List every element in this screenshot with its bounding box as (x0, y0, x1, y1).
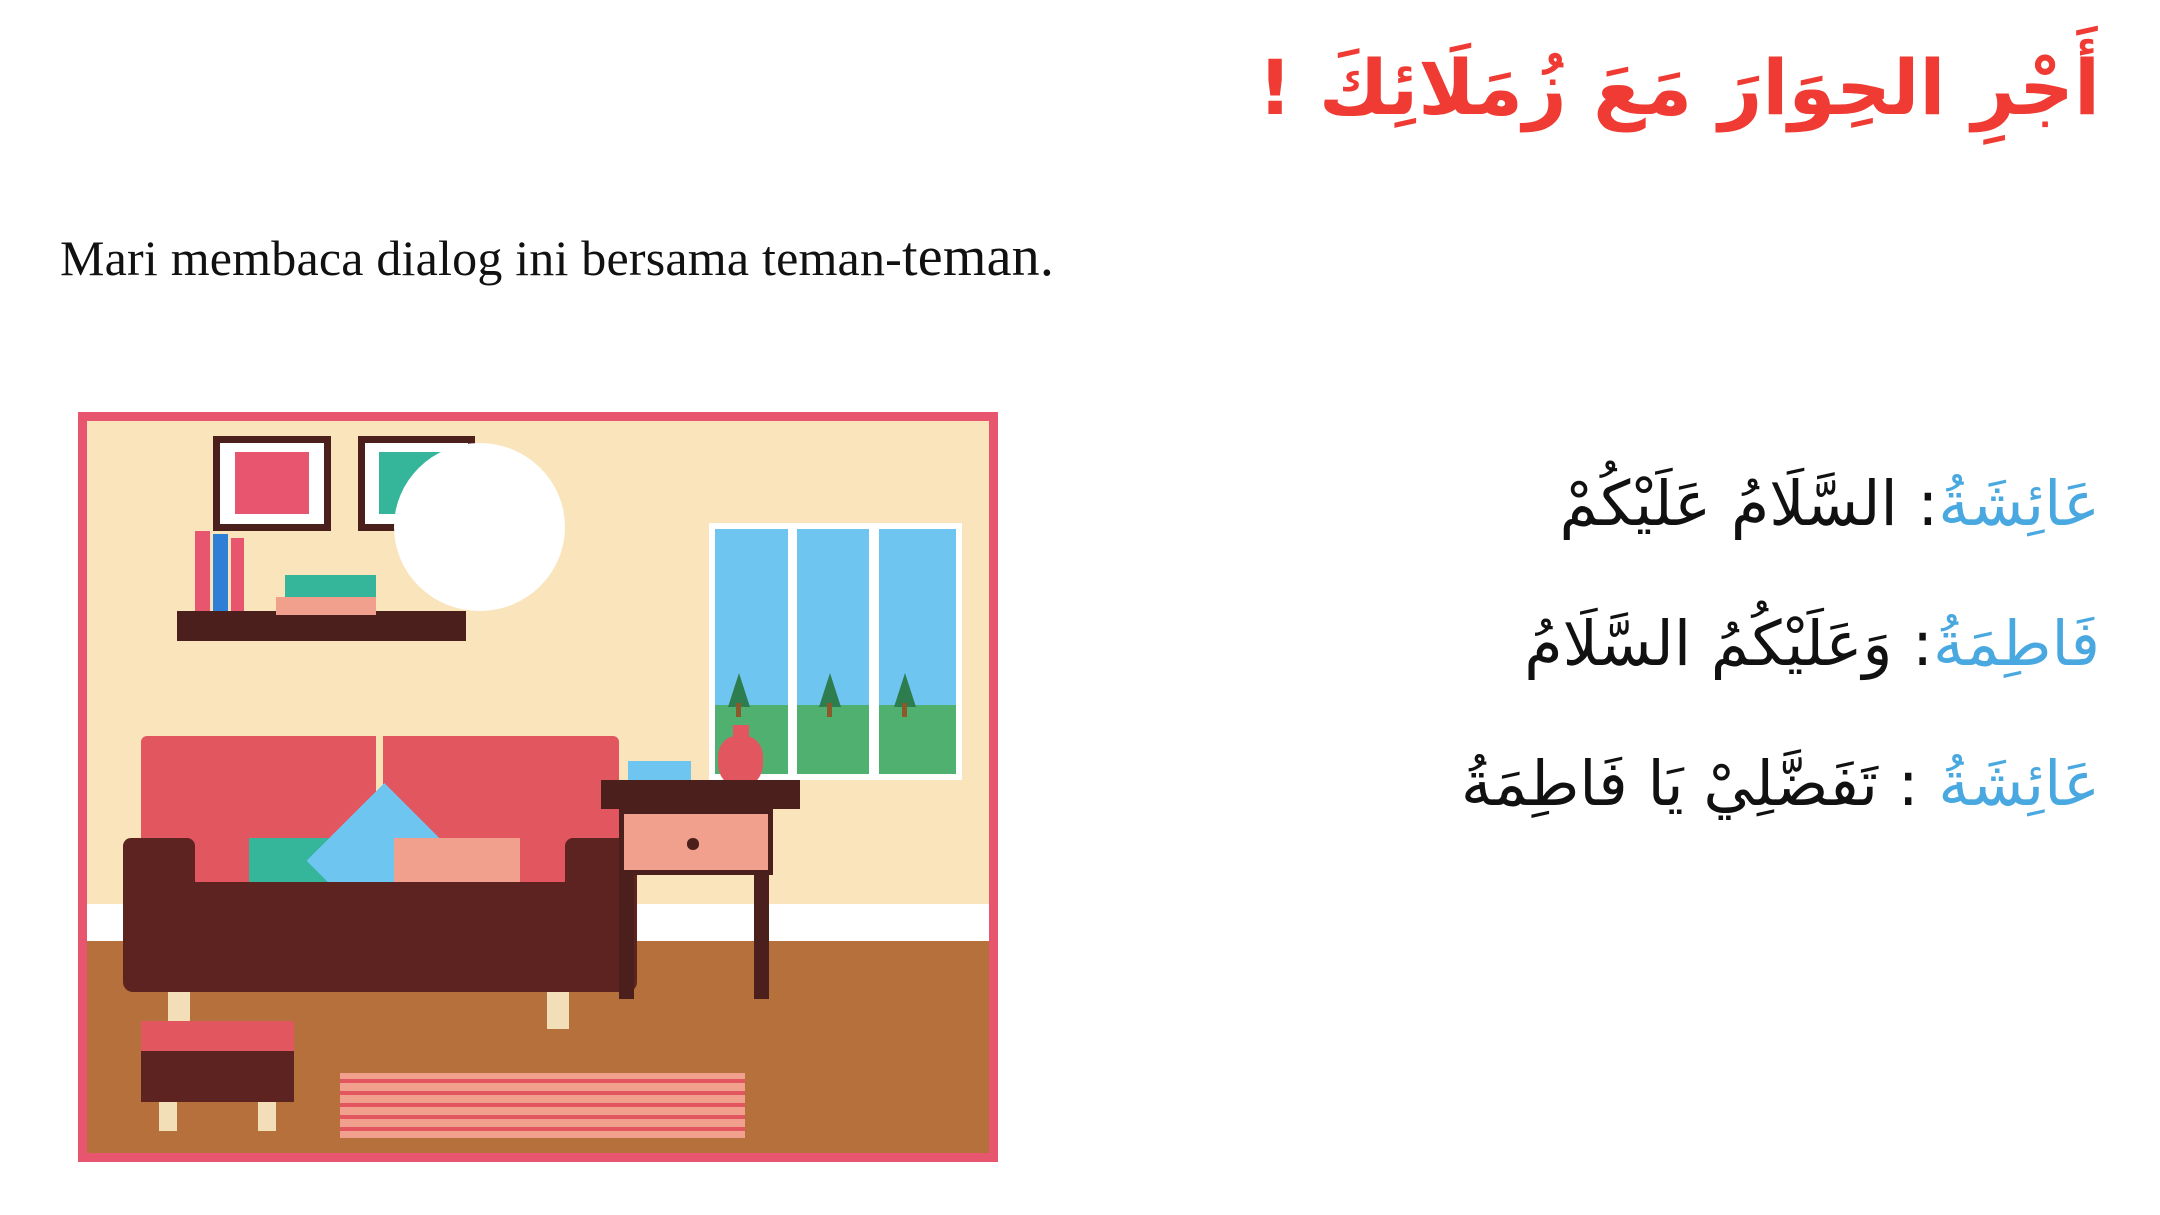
dialog-speaker: عَائِشَةُ (1938, 467, 2100, 540)
dialog-speech: وَعَلَيْكُمُ السَّلَامُ (1524, 607, 1893, 681)
book-icon (213, 534, 227, 611)
dialog-line (1050, 747, 2100, 821)
dialog-line (1050, 607, 2100, 681)
dialog-speaker: عَائِشَةُ (1938, 747, 2100, 821)
subtitle-main-text: Mari membaca dialog ini bersama teman- (60, 230, 902, 286)
wall-shelf (177, 611, 466, 640)
living-room-illustration (78, 412, 998, 1162)
page-title-arabic: أَجْرِ الحِوَارَ مَعَ زُمَلَائِكَ ! (1257, 43, 2100, 132)
lamp-globe-icon (394, 443, 565, 611)
side-table-top (601, 780, 799, 809)
dialog-speech: تَفَضَّلِيْ يَا فَاطِمَةُ (1460, 747, 1878, 821)
book-icon (285, 575, 375, 597)
ottoman-top (141, 1021, 294, 1050)
dialog-list (1050, 467, 2100, 891)
dialog-separator: : (1912, 607, 1934, 681)
window-pane (879, 529, 956, 773)
dialog-speech: السَّلَامُ عَلَيْكُمْ (1559, 467, 1898, 540)
subtitle-indonesian (60, 225, 1054, 289)
book-icon (231, 538, 244, 611)
sofa-leg (547, 992, 569, 1029)
subtitle-tail-text: teman. (902, 226, 1055, 288)
ottoman-body (141, 1051, 294, 1102)
sofa-seat (123, 882, 637, 992)
striped-rug (340, 1073, 746, 1139)
ottoman-leg (159, 1102, 177, 1131)
book-icon (628, 761, 691, 779)
ottoman-leg (258, 1102, 276, 1131)
window-pane (797, 529, 869, 773)
book-icon (195, 531, 209, 612)
side-table-leg (754, 875, 768, 999)
side-table-leg (619, 875, 633, 999)
dialog-line (1050, 467, 2100, 540)
picture-frame-icon (213, 436, 330, 531)
dialog-speaker: فَاطِمَةُ (1933, 607, 2100, 681)
book-icon (276, 597, 375, 615)
dialog-separator: : (1897, 747, 1919, 821)
dialog-separator: : (1917, 467, 1939, 540)
